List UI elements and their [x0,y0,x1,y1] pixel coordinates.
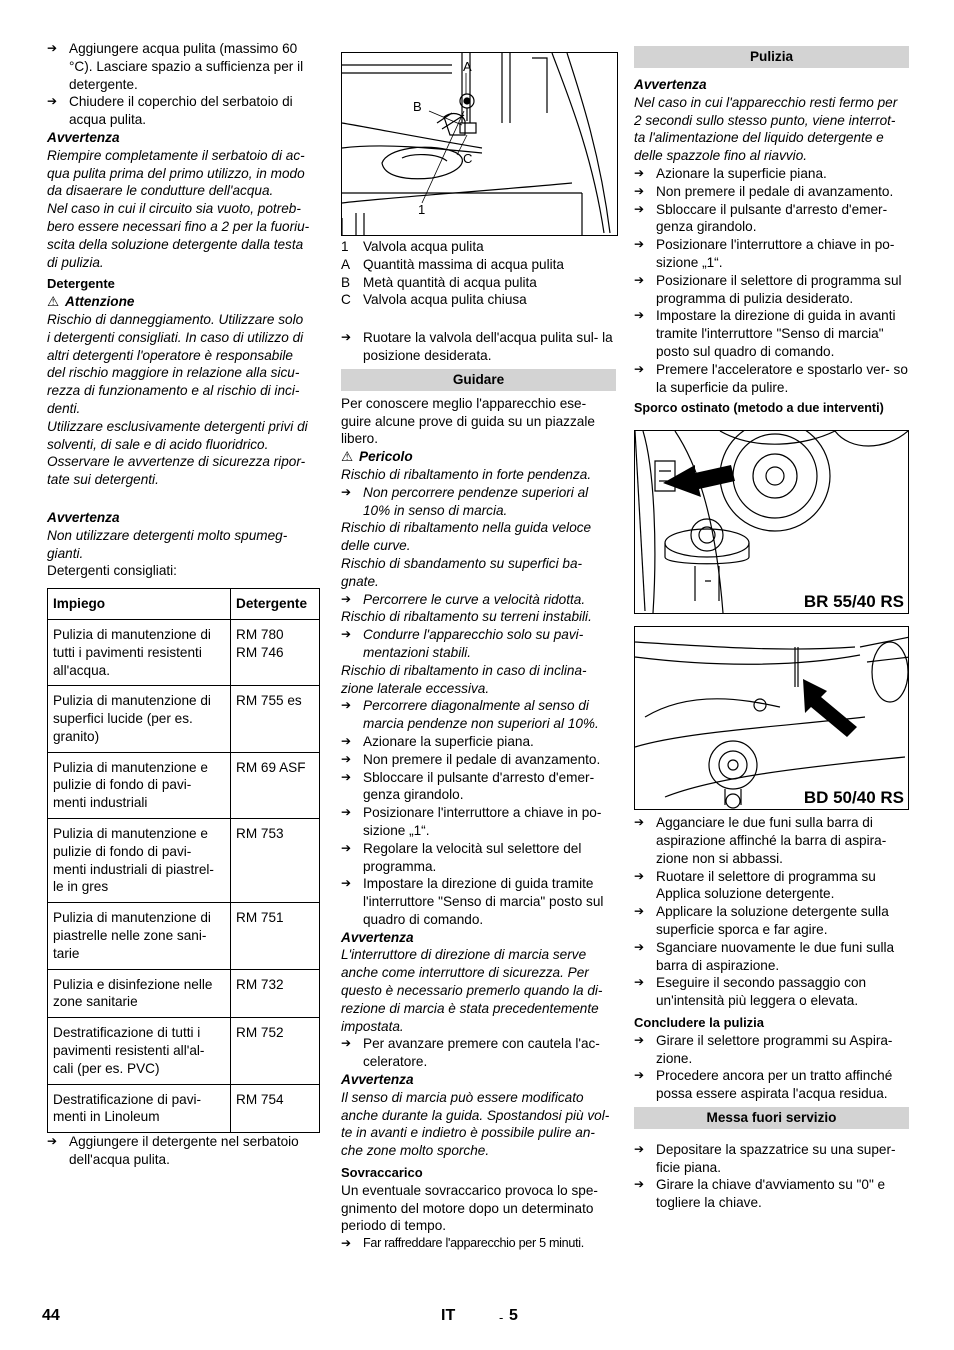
label-b: B [413,99,422,114]
attention-text: Rischio di danneggiamento. Utilizzare solo i detergenti consigliati. In caso di utilizzo di altri detergenti l'operatore è responsabile del rischio maggiore in relazione alla sicu- rezza di funzionamento e al rischio di inci- denti. Utilizzare esclusivamente detergenti privi di solventi, di sale e di acido fluoridrico. Osservare le avvertenze di sicurezza ripor- tate sui detergenti. [47,311,308,488]
table-row: Pulizia di manutenzione di superfici lucide (per es. granito) RM 755 es [48,686,320,752]
table-row: Pulizia e disinfezione nelle zone sanitarie RM 732 [48,969,320,1018]
step-item: ➔ Applicare la soluzione detergente sulla superficie sporca e far agire. [634,904,889,937]
arrow-icon: ➔ [634,308,645,323]
step-item: ➔ Girare il selettore programmi su Aspira- zione. [634,1032,893,1066]
arrow-icon: ➔ [47,94,58,109]
step-item: ➔ Regolare la velocità sul selettore del programma. [341,840,582,874]
step-item: ➔ Azionare la superficie piana. [634,165,827,181]
table-row: Pulizia di manutenzione di tutti i pavimenti resistenti all'acqua. RM 780 RM 746 [48,619,320,685]
step-item: ➔ Premere l'acceleratore e spostarlo ver- so la superficie da pulire. [634,361,908,395]
page-number: 44 [42,1307,60,1324]
arrow-icon: ➔ [341,591,352,606]
arrow-icon: ➔ [634,1141,645,1156]
note-heading: Avvertenza [47,129,120,145]
arrow-icon: ➔ [634,868,645,883]
arrow-icon: ➔ [634,1068,645,1083]
table-header-cell: Detergente [231,589,320,620]
note-text: Riempire completamente il serbatoio di ac- qua pulita prima del primo utilizzo, in modo da disaerare le condutture dell'acqua. Nel caso in cui il circuito sia vuoto, potreb- bero essere necessari fino a 2 per la fuoriu- scita della soluzione detergente dalla testa di pulizia. [47,147,310,270]
bullet-add-water: ➔ Aggiungere acqua pulita (massimo 60 °C). Lasciare spazio a sufficienza per il detergente. [47,41,304,92]
table-row: Destratificazione di tutti i pavimenti resistenti all'al- cali (per es. PVC) RM 752 [48,1018,320,1084]
br-55-40-illustration [635,431,908,613]
overload-text: Un eventuale sovraccarico provoca lo spe- gnimento del motore dopo un determinato periodo di tempo. [341,1182,598,1234]
section-page-number: 5 [509,1307,518,1324]
section-heading-conclude: Concludere la pulizia [634,1014,765,1030]
figure-br-55-40 [634,430,909,614]
arrow-icon: ➔ [341,840,352,855]
step-item: ➔ Depositare la spazzatrice su una super- ficie piana. [634,1141,896,1175]
legend-item: A Quantità massima di acqua pulita [341,256,564,272]
valve-illustration [342,53,617,235]
step-item: ➔ Impostare la direzione di guida tramite l'interruttore "Senso di marcia" posto sul quadro di comando. [341,876,604,927]
label-1: 1 [418,202,426,217]
section-heading-detergente: Detergente [47,276,115,292]
model-label-br: BR 55/40 RS [803,592,904,612]
arrow-icon: ➔ [341,733,352,748]
arrow-icon: ➔ [634,815,645,830]
attention-heading: ⚠ Attenzione [47,294,135,310]
arrow-icon: ➔ [341,627,352,642]
bullet-add-detergent: ➔ Aggiungere il detergente nel serbatoio dell'acqua pulita. [47,1134,299,1168]
model-label-bd: BD 50/40 RS [803,788,904,808]
step-item: ➔ Procedere ancora per un tratto affinché possa essere aspirata l'acqua residua. [634,1068,893,1102]
table-row: Pulizia di manutenzione di piastrelle nelle zone sani- tarie RM 751 [48,903,320,969]
column-1 [47,40,320,1169]
step-item: ➔ Eseguire il secondo passaggio con un'intensità più leggera o elevata. [634,975,867,1009]
arrow-icon: ➔ [634,165,645,180]
warning-icon: ⚠ [341,449,354,465]
step-item: ➔ Sbloccare il pulsante d'arresto d'emer- genza girandolo. [634,201,888,235]
note-heading: Avvertenza [47,509,120,525]
language-code: IT [441,1307,456,1324]
arrow-icon: ➔ [634,272,645,287]
section-heading-messa-fuori-servizio: Messa fuori servizio [634,1107,909,1129]
note-heading: Avvertenza [341,929,414,945]
arrow-icon: ➔ [634,183,645,198]
intro-text: Per conoscere meglio l'apparecchio ese- guire alcune prove di guida su un piazzale libero. [341,395,595,447]
column-3 [634,40,909,1212]
legend-item: B Metà quantità di acqua pulita [341,274,537,290]
danger-bullet: ➔ Non percorrere pendenze superiori al 10% in senso di marcia. [341,484,589,518]
section-heading-overload: Sovraccarico [341,1165,423,1181]
figure-bd-50-40 [634,626,909,810]
step-item: ➔ Non premere il pedale di avanzamento. [341,751,601,767]
bullet-rotate-valve: ➔ Ruotare la valvola dell'acqua pulita sul- la posizione desiderata. [341,330,613,363]
step-item: ➔ Impostare la direzione di guida in avanti tramite l'interruttore "Senso di marcia" posto sul quadro di comando. [634,308,896,359]
label-a: A [463,59,472,74]
recommended-label: Detergenti consigliati: [47,563,177,579]
arrow-icon: ➔ [341,698,352,713]
arrow-icon: ➔ [47,41,58,55]
step-item: ➔ Posizionare l'interruttore a chiave in po- sizione „1“. [341,805,602,838]
arrow-icon: ➔ [634,361,645,376]
table-header-row [48,589,320,620]
danger-bullet: ➔ Percorrere diagonalmente al senso di marcia pendenze non superiori al 10%. [341,698,599,732]
table-header-cell: Impiego [48,589,231,620]
valve-figure [341,52,618,236]
section-heading-pulizia: Pulizia [634,46,909,68]
arrow-icon: ➔ [634,975,645,990]
label-c: C [463,151,473,166]
arrow-icon: ➔ [341,1036,352,1051]
table-row: Pulizia di manutenzione e pulizie di fondo di pavi- menti industriali di piastrel- le in gres RM 753 [48,819,320,903]
step-item: ➔ Per avanzare premere con cautela l'ac- celeratore. [341,1036,600,1070]
bullet-close-lid: ➔ Chiudere il coperchio del serbatoio di acqua pulita. [47,94,293,128]
step-item: ➔ Ruotare il selettore di programma su Applica soluzione detergente. [634,868,876,902]
arrow-icon: ➔ [634,1177,645,1192]
step-item: ➔ Sbloccare il pulsante d'arresto d'emer- genza girandolo. [341,769,595,803]
section-heading-guidare: Guidare [341,369,616,391]
section-heading-dirt: Sporco ostinato (metodo a due interventi) [634,401,884,416]
danger-bullet: ➔ Percorrere le curve a velocità ridotta. [341,591,586,607]
step-item: ➔ Azionare la superficie piana. [341,733,534,749]
arrow-icon: ➔ [341,484,352,499]
step-item: ➔ Girare la chiave d'avviamento su "0" e togliere la chiave. [634,1177,886,1211]
note-heading: Avvertenza [634,77,707,92]
note-text: L'interruttore di direzione di marcia serve anche come interruttore di sicurezza. Per questo è necessario premerlo quando la di- rezione di marcia è stata precedentemente impostata. [341,947,603,1034]
note-heading: Avvertenza [341,1072,414,1088]
note-text: Il senso di marcia può essere modificato anche durante la guida. Spostandosi più vol- te in avanti e indietro è possibile pulire an- che zone molto sporche. [341,1089,610,1159]
table-row: Pulizia di manutenzione e pulizie di fondo di pavi- menti industriali RM 69 ASF [48,752,320,818]
arrow-icon: ➔ [634,904,645,919]
step-item: ➔ Posizionare l'interruttore a chiave in po- sizione „1“. [634,237,895,270]
warning-icon: ⚠ [47,294,60,310]
column-2: A B C 1 1 Valvola acqua pulita A Quantità massima di acqua pulita B Metà quantità di acqua pulita C Valvola acqua pulita chiusa ➔ Ruotare la valvola dell'acqua pulita sul- la posizione desiderata. Guidare Per conoscere meglio l'apparecchio ese- guire alcune prove di guida su un piazzale libero. ⚠ Pericolo Rischio di ribaltamento in forte pendenza. ➔ Non percorrere pendenze superiori al 10% in senso di marcia. Rischio di ribaltamento nella guida veloce delle curve. Rischio di sbandamento su superfici ba- gnate. ➔ Percorrere le curve a velocità ridotta. Rischio di ribaltamento su terreni instabili. ➔ Condurre l'apparecchio solo su pavi- mentazioni stabili. Rischio di ribaltamento in caso di inclina- zione laterale eccessiva. ➔ Percorrere diagonalmente al senso di marcia pendenze non superiori al 10%. ➔ Azionare la superficie piana. ➔ Non premere il pedale di avanzamento. ➔ Sbloccare il pulsante d'arresto d'emer- genza girandolo. ➔ Posizionare l'interruttore a chiave in po- sizione „1“. ➔ Regolare la velocità sul selettore del programma. ➔ Impostare la direzione di guida tramite l'interruttore "Senso di marcia" posto sul quadro di comando. Avvertenza L'interruttore di direzione di marcia serve anche come interruttore di sicurezza. Per questo è necessario premerlo quando la di- rezione di marcia è stata precedentemente impostata. ➔ Per avanzare premere con cautela l'ac- celeratore. Avvertenza Il senso di marcia può essere modificato anche durante la guida. Spostandosi più vol- te in avanti e indietro è possibile pulire an- che zone molto sporche. Sovraccarico Un eventuale sovraccarico provoca lo spe- gnimento del motore dopo un determinato periodo di tempo. ➔ Far raffreddare l'apparecchio per 5 minuti. [341,40,616,1253]
arrow-icon: ➔ [341,1236,351,1251]
arrow-icon: ➔ [341,805,352,820]
step-item: ➔ Sganciare nuovamente le due funi sulla barra di aspirazione. [634,939,895,973]
legend-item: 1 Valvola acqua pulita [341,239,484,254]
note-text: Non utilizzare detergenti molto spumeg- gianti. [47,527,288,561]
step-item: ➔ Far raffreddare l'apparecchio per 5 minuti. [341,1235,616,1253]
detergent-table [47,588,320,1133]
danger-bullet: ➔ Condurre l'apparecchio solo su pavi- mentazioni stabili. [341,627,584,660]
table-row: Destratificazione di pavi- menti in Linoleum RM 754 [48,1084,320,1133]
step-item: ➔ Posizionare il selettore di programma sul programma di pulizia desiderato. [634,272,902,306]
arrow-icon: ➔ [341,769,352,784]
danger-heading: ⚠ Pericolo [341,449,413,465]
arrow-icon: ➔ [634,939,645,954]
step-item: ➔ Agganciare le due funi sulla barra di aspirazione affinché la barra di aspira- zione non si abbassi. [634,815,887,866]
bd-50-40-illustration [635,627,908,809]
arrow-icon: ➔ [634,201,645,216]
arrow-icon: ➔ [634,237,645,252]
arrow-icon: ➔ [341,751,352,766]
arrow-icon: ➔ [341,330,352,345]
legend-item: C Valvola acqua pulita chiusa [341,292,527,308]
arrow-icon: ➔ [341,876,352,891]
note-text: Nel caso in cui l'apparecchio resti fermo per 2 secondi sullo stesso punto, viene interrot- ta l'alimentazione del liquido detergente e delle spazzole fino al riavvio. [634,94,898,164]
page-separator: - [499,1310,504,1325]
arrow-icon: ➔ [634,1032,645,1047]
step-item: ➔ Non premere il pedale di avanzamento. [634,183,894,199]
arrow-icon: ➔ [47,1134,58,1149]
